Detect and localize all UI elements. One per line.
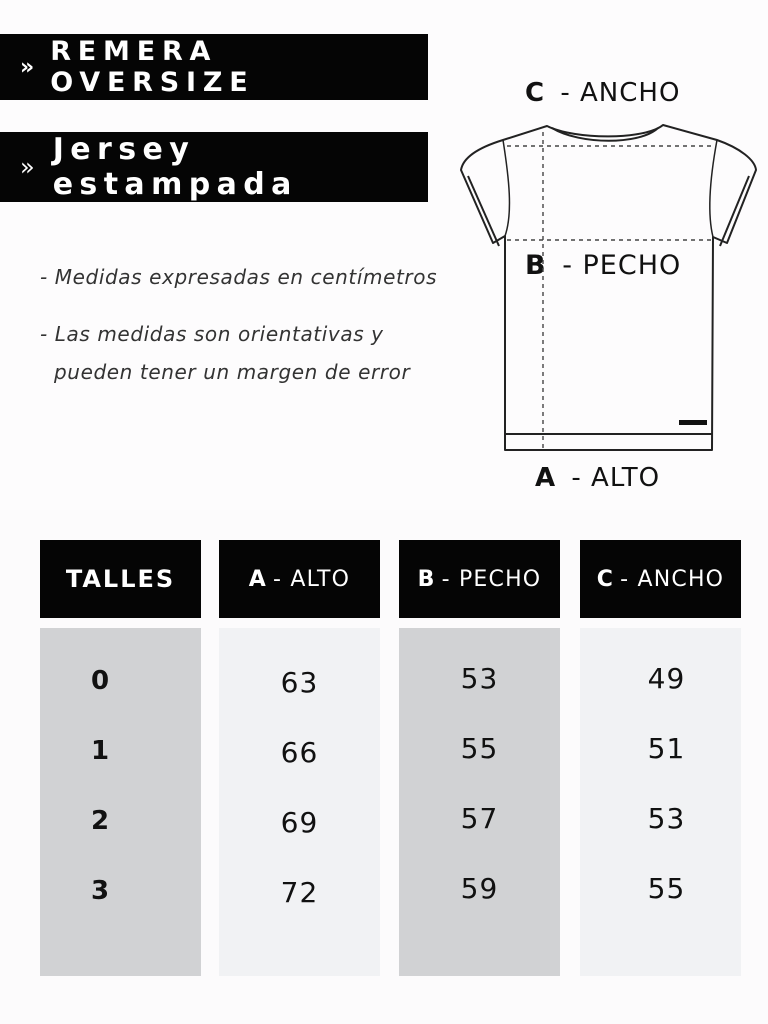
column-header-ancho [580, 540, 741, 618]
product-title: REMERA OVERSIZE [50, 36, 255, 98]
table-cell: 69 [280, 806, 319, 839]
table-cell: 3 [90, 876, 111, 906]
product-subtitle: Jersey estampada [52, 132, 298, 202]
tshirt-diagram [455, 118, 765, 463]
note-disclaimer-line1: - Las medidas son orientativas y [40, 322, 384, 346]
table-cell: 72 [280, 876, 319, 909]
chevron-right-icon: » [20, 153, 35, 181]
note-units: - Medidas expresadas en centímetros [40, 265, 438, 289]
table-cell: 51 [647, 732, 686, 765]
dimension-label-alto [535, 463, 660, 493]
header-text: - ANCHO [620, 566, 725, 592]
header-letter: B [417, 566, 436, 592]
column-header-pecho [399, 540, 560, 618]
note-disclaimer-line2: pueden tener un margen de error [54, 360, 411, 384]
header-text: - PECHO [441, 566, 542, 592]
table-cell: 66 [280, 736, 319, 769]
header-letter: A [248, 566, 268, 592]
table-cell: 55 [460, 732, 499, 765]
table-cell: 57 [460, 802, 499, 835]
dimension-text: - ALTO [571, 463, 661, 493]
table-cell: 63 [280, 666, 319, 699]
table-cell: 0 [90, 666, 111, 696]
header-text: - ALTO [273, 566, 351, 592]
product-title-bar [0, 34, 428, 100]
dimension-text: - PECHO [562, 250, 682, 281]
table-cell: 53 [647, 802, 686, 835]
dimension-text: - ANCHO [560, 78, 681, 108]
dimension-letter: C [525, 78, 546, 108]
column-talles [40, 628, 201, 976]
column-header-alto [219, 540, 380, 618]
chevron-right-icon: » [20, 54, 35, 80]
product-subtitle-bar [0, 132, 428, 202]
table-cell: 2 [90, 806, 111, 836]
table-cell: 49 [647, 662, 686, 695]
column-alto [219, 628, 380, 976]
column-pecho [399, 628, 560, 976]
table-cell: 55 [647, 872, 686, 905]
column-ancho [580, 628, 741, 976]
header-letter: C [596, 566, 615, 592]
table-cell: 1 [90, 736, 111, 766]
dimension-letter: B [525, 250, 547, 281]
header-text: TALLES [65, 565, 176, 593]
dimension-letter: A [535, 463, 557, 493]
dimension-label-ancho [525, 78, 680, 108]
table-cell: 59 [460, 872, 499, 905]
column-header-talles [40, 540, 201, 618]
table-cell: 53 [460, 662, 499, 695]
